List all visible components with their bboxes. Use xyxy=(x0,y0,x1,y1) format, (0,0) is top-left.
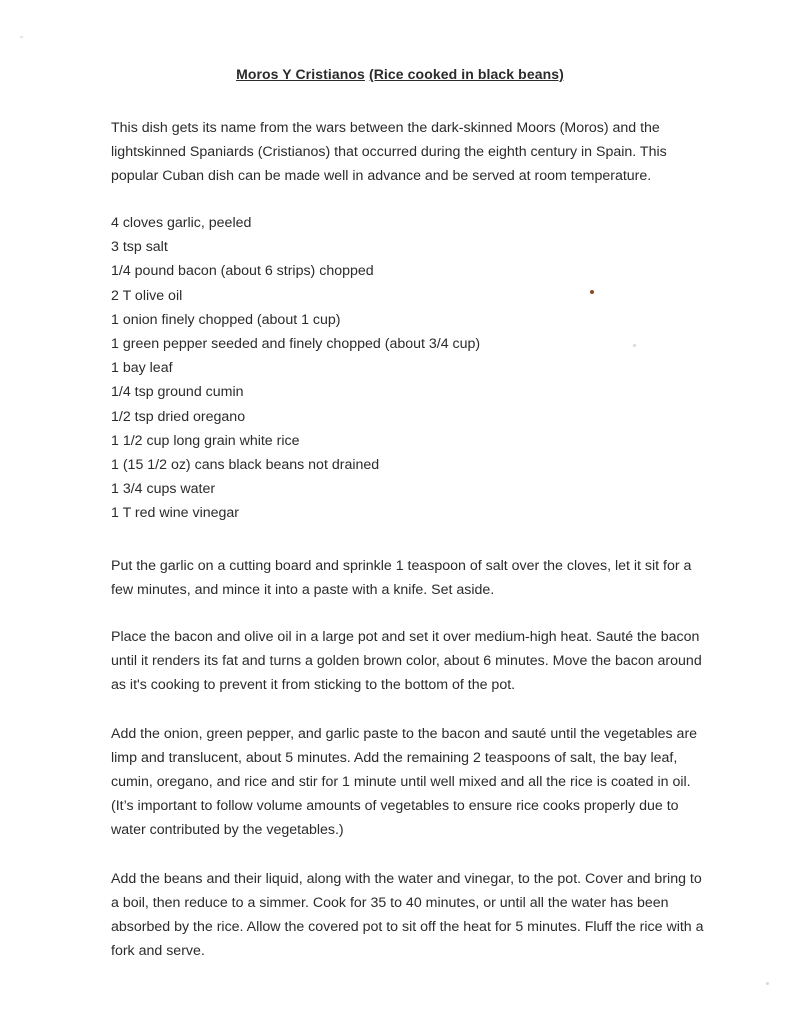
ingredient-item: 1 onion finely chopped (about 1 cup) xyxy=(111,311,341,328)
ingredient-item: 1 T red wine vinegar xyxy=(111,505,240,522)
ingredient-item: 3 tsp salt xyxy=(111,239,168,256)
ingredient-item: 1/4 tsp ground cumin xyxy=(111,384,244,401)
ingredient-item: 4 cloves garlic, peeled xyxy=(111,215,252,231)
step-paragraph-bacon: Place the bacon and olive oil in a large pot and set it over medium-high heat. Sauté the bacon until it renders its fat and turns a golden brown color, about 6 minutes. Move the bacon around as it's cooking to prevent it from sticking to the bottom of the pot. xyxy=(111,629,702,693)
ingredient-item: 1/4 pound bacon (about 6 strips) chopped xyxy=(111,263,374,280)
step-paragraph-beans: Add the beans and their liquid, along with the water and vinegar, to the pot. Cover and bring to a boil, then reduce to a simmer. Cook for 35 to 40 minutes, or until all the water has been absorbed by the rice. Allow the covered pot to sit off the heat for 5 minutes. Fluff the rice with a fork and serve. xyxy=(111,871,704,959)
recipe-title xyxy=(0,66,800,82)
ingredient-item: 1/2 tsp dried oregano xyxy=(111,408,246,425)
step-paragraph-garlic: Put the garlic on a cutting board and sprinkle 1 teaspoon of salt over the cloves, let it sit for a few minutes, and mince it into a paste with a knife. Set aside. xyxy=(111,558,692,598)
recipe-title-sub: (Rice cooked in black beans) xyxy=(368,66,564,82)
ingredient-item: 2 T olive oil xyxy=(111,287,183,304)
scan-speck xyxy=(766,982,769,985)
ingredient-item: 1 1/2 cup long grain white rice xyxy=(111,432,300,449)
ingredient-item: 1 green pepper seeded and finely chopped (about 3/4 cup) xyxy=(111,335,481,352)
step-paragraph-vegetables: Add the onion, green pepper, and garlic paste to the bacon and sauté until the vegetables are limp and translucent, about 5 minutes. Add the remaining 2 teaspoons of salt, the bay leaf, cumin, oregano, and rice and stir for 1 minute until well mixed and all the rice is coated in oil. (It’s important to follow volume amounts of vegetables to ensure rice cooks properly due to water contributed by the vegetables.) xyxy=(111,726,698,838)
ingredient-item: 1 bay leaf xyxy=(111,360,173,377)
ingredient-list xyxy=(111,211,711,525)
ingredient-item: 1 (15 1/2 oz) cans black beans not drained xyxy=(111,456,380,473)
recipe-title-main: Moros Y Cristianos xyxy=(236,66,365,82)
ingredient-item: 1 3/4 cups water xyxy=(111,481,216,498)
scan-speck xyxy=(20,36,23,38)
recipe-intro: This dish gets its name from the wars between the dark-skinned Moors (Moros) and the lightskinned Spaniards (Cristianos) that occurred during the eighth century in Spain. This popular Cuban dish can be made well in advance and be served at room temperature. xyxy=(111,120,667,184)
